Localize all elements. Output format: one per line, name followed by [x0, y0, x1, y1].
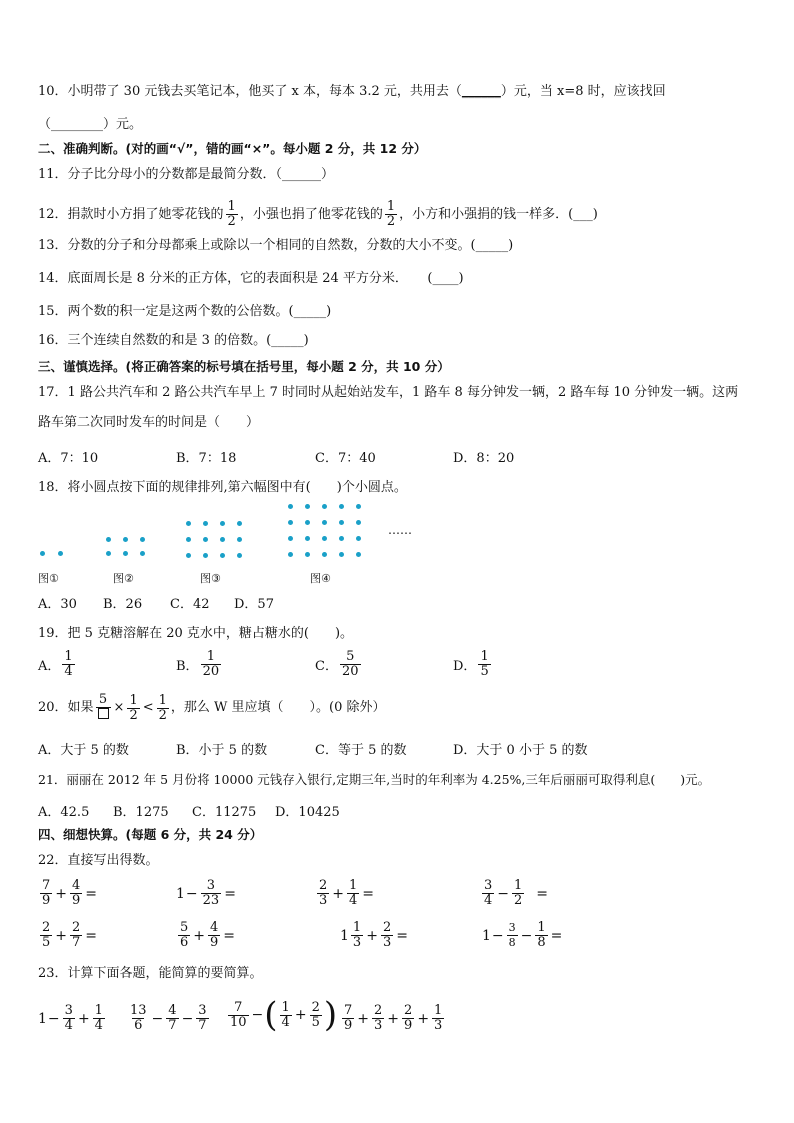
- q17-option-d: D．8：20: [453, 451, 515, 466]
- figure-4-dot: [288, 536, 293, 541]
- figure-3-dot: [203, 553, 208, 558]
- fraction: $\frac{7}{10}$: [230, 999, 247, 1030]
- fraction: $\frac{5}{20}$: [341, 649, 359, 679]
- right-paren: ): [323, 995, 338, 1035]
- figure-4-dot: [322, 504, 327, 509]
- section-3-heading: 三、谨慎选择。(将正确答案的标号填在括号里，每小题 2 分，共 10 分）: [38, 359, 450, 374]
- q22-expr-8: 1 − $\frac{3}{8}$ − $\frac{1}{8}$ =: [482, 920, 563, 950]
- figure-4-dot: [339, 504, 344, 509]
- fraction: $\frac{1}{2}$: [386, 199, 396, 229]
- figure-3-dot: [237, 553, 242, 558]
- q18-option-d: D．57: [234, 597, 274, 612]
- figure-3-dot: [186, 521, 191, 526]
- figure-4-dot: [356, 536, 361, 541]
- fraction: $\frac{3}{4}$: [484, 878, 493, 908]
- q23: 23．计算下面各题，能简算的要简算。: [38, 966, 263, 981]
- figure-4-dot: [322, 536, 327, 541]
- fraction: $\frac{3}{4}$: [64, 1003, 73, 1033]
- figure-3-dot: [186, 537, 191, 542]
- fraction: $\frac{2}{5}$: [42, 920, 51, 950]
- figure-4-dot: [356, 520, 361, 525]
- fraction: $\frac{3}{23}$: [202, 878, 220, 908]
- figure-2-dot: [106, 537, 111, 542]
- q17-option-a: A．7：10: [38, 451, 99, 466]
- figure-4-dot: [305, 552, 310, 557]
- figure-1-dot: [58, 551, 63, 556]
- q22-expr-1: $\frac{7}{9}$ + $\frac{4}{9}$ =: [42, 878, 98, 908]
- fraction: $\frac{5}{6}$: [180, 920, 189, 950]
- q14: 14．底面周长是 8 分米的正方体，它的表面积是 24 平方分米． (____): [38, 271, 464, 286]
- figure-2-dot: [140, 537, 145, 542]
- q23-expr-3: $\frac{7}{10}$ − ( $\frac{1}{4}$ + $\frac{2}{5}$ ): [230, 995, 338, 1035]
- figure-4-dot: [305, 504, 310, 509]
- figure-4-dot: [322, 552, 327, 557]
- fraction: $\frac{4}{9}$: [72, 878, 81, 908]
- q20-option-c: C．等于 5 的数: [315, 743, 407, 758]
- q23-expr-4: $\frac{7}{9}$ + $\frac{2}{3}$ + $\frac{2}{9}$ + $\frac{1}{3}$: [344, 1003, 443, 1033]
- fraction: $\frac{1}{4}$: [349, 878, 358, 908]
- figure-3-dot: [186, 553, 191, 558]
- blank-box: [98, 708, 109, 719]
- q20-option-b: B．小于 5 的数: [176, 743, 268, 758]
- fraction: $\frac{1}{3}$: [434, 1003, 443, 1033]
- figure-4-dot: [305, 520, 310, 525]
- q21-option-b: B．1275: [113, 805, 169, 820]
- fraction: $\frac{1}{5}$: [480, 649, 489, 679]
- q21: 21．丽丽在 2012 年 5 月份将 10000 元钱存入银行,定期三年,当时的年利率为 4.25%,三年后丽丽可取得利息( )元。: [38, 772, 711, 787]
- figure-4-dot: [305, 536, 310, 541]
- fraction: $\frac{1}{2}$: [129, 692, 138, 723]
- q12: 12．捐款时小方捐了她零花钱的 $\frac{1}{2}$ ，小强也捐了他零花钱的 $\frac{1}{2}$ ，小方和小强捐的钱一样多．(___): [38, 199, 598, 229]
- figure-4-dot: [288, 504, 293, 509]
- fraction: $\frac{2}{9}$: [404, 1003, 413, 1033]
- figure-4-dot: [356, 552, 361, 557]
- left-paren: (: [264, 995, 278, 1035]
- q18-option-a: A．30: [38, 597, 77, 612]
- q18-option-b: B．26: [103, 597, 143, 612]
- figure-4-dot: [288, 520, 293, 525]
- q22-expr-6: $\frac{5}{6}$ + $\frac{4}{9}$ =: [180, 920, 236, 950]
- figure-2-dot: [140, 551, 145, 556]
- figure-3-dot: [220, 521, 225, 526]
- q21-option-a: A．42.5: [38, 805, 90, 820]
- q22-expr-5: $\frac{2}{5}$ + $\frac{2}{7}$ =: [42, 920, 98, 950]
- figure-3-dot: [203, 537, 208, 542]
- figure-3-dot: [237, 537, 242, 542]
- figure-4-dot: [339, 520, 344, 525]
- fraction-with-box: 5: [96, 693, 111, 723]
- q10-line2: （________）元。: [38, 117, 143, 132]
- figure-2-dot: [123, 551, 128, 556]
- fraction: $\frac{1}{8}$: [537, 920, 546, 950]
- q19-option-a: A． $\frac{1}{4}$: [38, 649, 73, 679]
- q17-line1: 17．1 路公共汽车和 2 路公共汽车早上 7 时同时从起始站发车，1 路车 8 每分钟发一辆，2 路车每 10 分钟发一辆。这两: [38, 385, 739, 400]
- figure-3-dot: [203, 521, 208, 526]
- q21-option-c: C．11275: [192, 805, 257, 820]
- fraction: $\frac{2}{7}$: [72, 920, 81, 950]
- fraction: $\frac{13}{6}$: [130, 1003, 147, 1033]
- q18-option-c: C．42: [170, 597, 210, 612]
- q16: 16．三个连续自然数的和是 3 的倍数。(_____): [38, 333, 309, 348]
- q22: 22．直接写出得数。: [38, 853, 159, 868]
- figure-4-dot: [339, 536, 344, 541]
- fraction: $\frac{4}{9}$: [210, 920, 219, 950]
- q22-expr-7: 1 $\frac{1}{3}$ + $\frac{2}{3}$ =: [340, 920, 408, 950]
- section-4-heading: 四、细想快算。(每题 6 分，共 24 分）: [38, 827, 263, 842]
- q15: 15．两个数的积一定是这两个数的公倍数。(_____): [38, 304, 332, 319]
- q19-option-b: B． $\frac{1}{20}$: [176, 649, 220, 679]
- figure-4-caption: 图④: [310, 572, 331, 585]
- figure-3-dot: [220, 537, 225, 542]
- q10-line1: 10．小明带了 30 元钱去买笔记本，他买了 x 本，每本 3.2 元，共用去（______）元，当 x=8 时，应该找回: [38, 84, 666, 99]
- q18: 18．将小圆点按下面的规律排列,第六幅图中有( )个小圆点。: [38, 480, 407, 495]
- fraction: $\frac{7}{9}$: [42, 878, 51, 908]
- figure-4-dot: [356, 504, 361, 509]
- figure-3-dot: [237, 521, 242, 526]
- fraction: $\frac{1}{3}$: [352, 920, 362, 950]
- q20-option-a: A．大于 5 的数: [38, 743, 129, 758]
- q11: 11．分子比分母小的分数都是最简分数．（______）: [38, 167, 335, 182]
- q20: 20．如果 5 × $\frac{1}{2}$ < $\frac{1}{2}$ ，那么 W 里应填（ ）。(0 除外）: [38, 692, 386, 723]
- fraction: $\frac{3}{8}$: [508, 921, 516, 949]
- figure-3-dot: [220, 553, 225, 558]
- fraction: $\frac{1}{20}$: [202, 649, 220, 679]
- figure-2-dot: [106, 551, 111, 556]
- q17-line2: 路车第二次同时发车的时间是（ ）: [38, 415, 260, 430]
- figure-1-dot: [40, 551, 45, 556]
- q17-option-c: C．7：40: [315, 451, 376, 466]
- q19-option-c: C． $\frac{5}{20}$: [315, 649, 359, 679]
- q22-expr-2: 1 − $\frac{3}{23}$ =: [176, 878, 236, 908]
- q22-expr-4: $\frac{3}{4}$ − $\frac{1}{2}$ =: [484, 878, 549, 908]
- q17-option-b: B．7：18: [176, 451, 237, 466]
- q21-option-d: D．10425: [275, 805, 340, 820]
- fraction: $\frac{2}{3}$: [382, 920, 392, 950]
- q22-expr-3: $\frac{2}{3}$ + $\frac{1}{4}$ =: [319, 878, 375, 908]
- q13: 13．分数的分子和分母都乘上或除以一个相同的自然数，分数的大小不变。(_____): [38, 238, 514, 253]
- q23-expr-2: $\frac{13}{6}$ − $\frac{4}{7}$ − $\frac{3}{7}$: [130, 1003, 207, 1033]
- figure-1-caption: 图①: [38, 572, 59, 585]
- fraction: $\frac{7}{9}$: [344, 1003, 353, 1033]
- q23-expr-1: 1 − $\frac{3}{4}$ + $\frac{1}{4}$: [38, 1003, 103, 1033]
- ellipsis: ……: [388, 523, 412, 537]
- section-2-heading: 二、准确判断。(对的画“√”，错的画“×”。每小题 2 分，共 12 分）: [38, 141, 427, 156]
- fraction: $\frac{1}{2}$: [158, 692, 167, 723]
- fraction: $\frac{1}{4}$: [281, 999, 290, 1030]
- fraction: $\frac{1}{4}$: [94, 1003, 103, 1033]
- fraction: $\frac{3}{7}$: [198, 1003, 207, 1033]
- fraction: $\frac{4}{7}$: [168, 1003, 177, 1033]
- figure-2-dot: [123, 537, 128, 542]
- figure-3-caption: 图③: [200, 572, 221, 585]
- figure-4-dot: [339, 552, 344, 557]
- fraction: $\frac{2}{3}$: [374, 1003, 383, 1033]
- figure-4-dot: [288, 552, 293, 557]
- fraction: $\frac{1}{2}$: [514, 878, 523, 908]
- fraction: $\frac{1}{2}$: [227, 199, 236, 229]
- fraction: $\frac{2}{5}$: [311, 999, 320, 1030]
- q19: 19．把 5 克糖溶解在 20 克水中，糖占糖水的( )。: [38, 626, 354, 641]
- fraction: $\frac{2}{3}$: [319, 878, 328, 908]
- figure-4-dot: [322, 520, 327, 525]
- q20-option-d: D．大于 0 小于 5 的数: [453, 743, 588, 758]
- q19-option-d: D． $\frac{1}{5}$: [453, 649, 489, 679]
- fraction: $\frac{1}{4}$: [64, 649, 73, 679]
- figure-2-caption: 图②: [113, 572, 134, 585]
